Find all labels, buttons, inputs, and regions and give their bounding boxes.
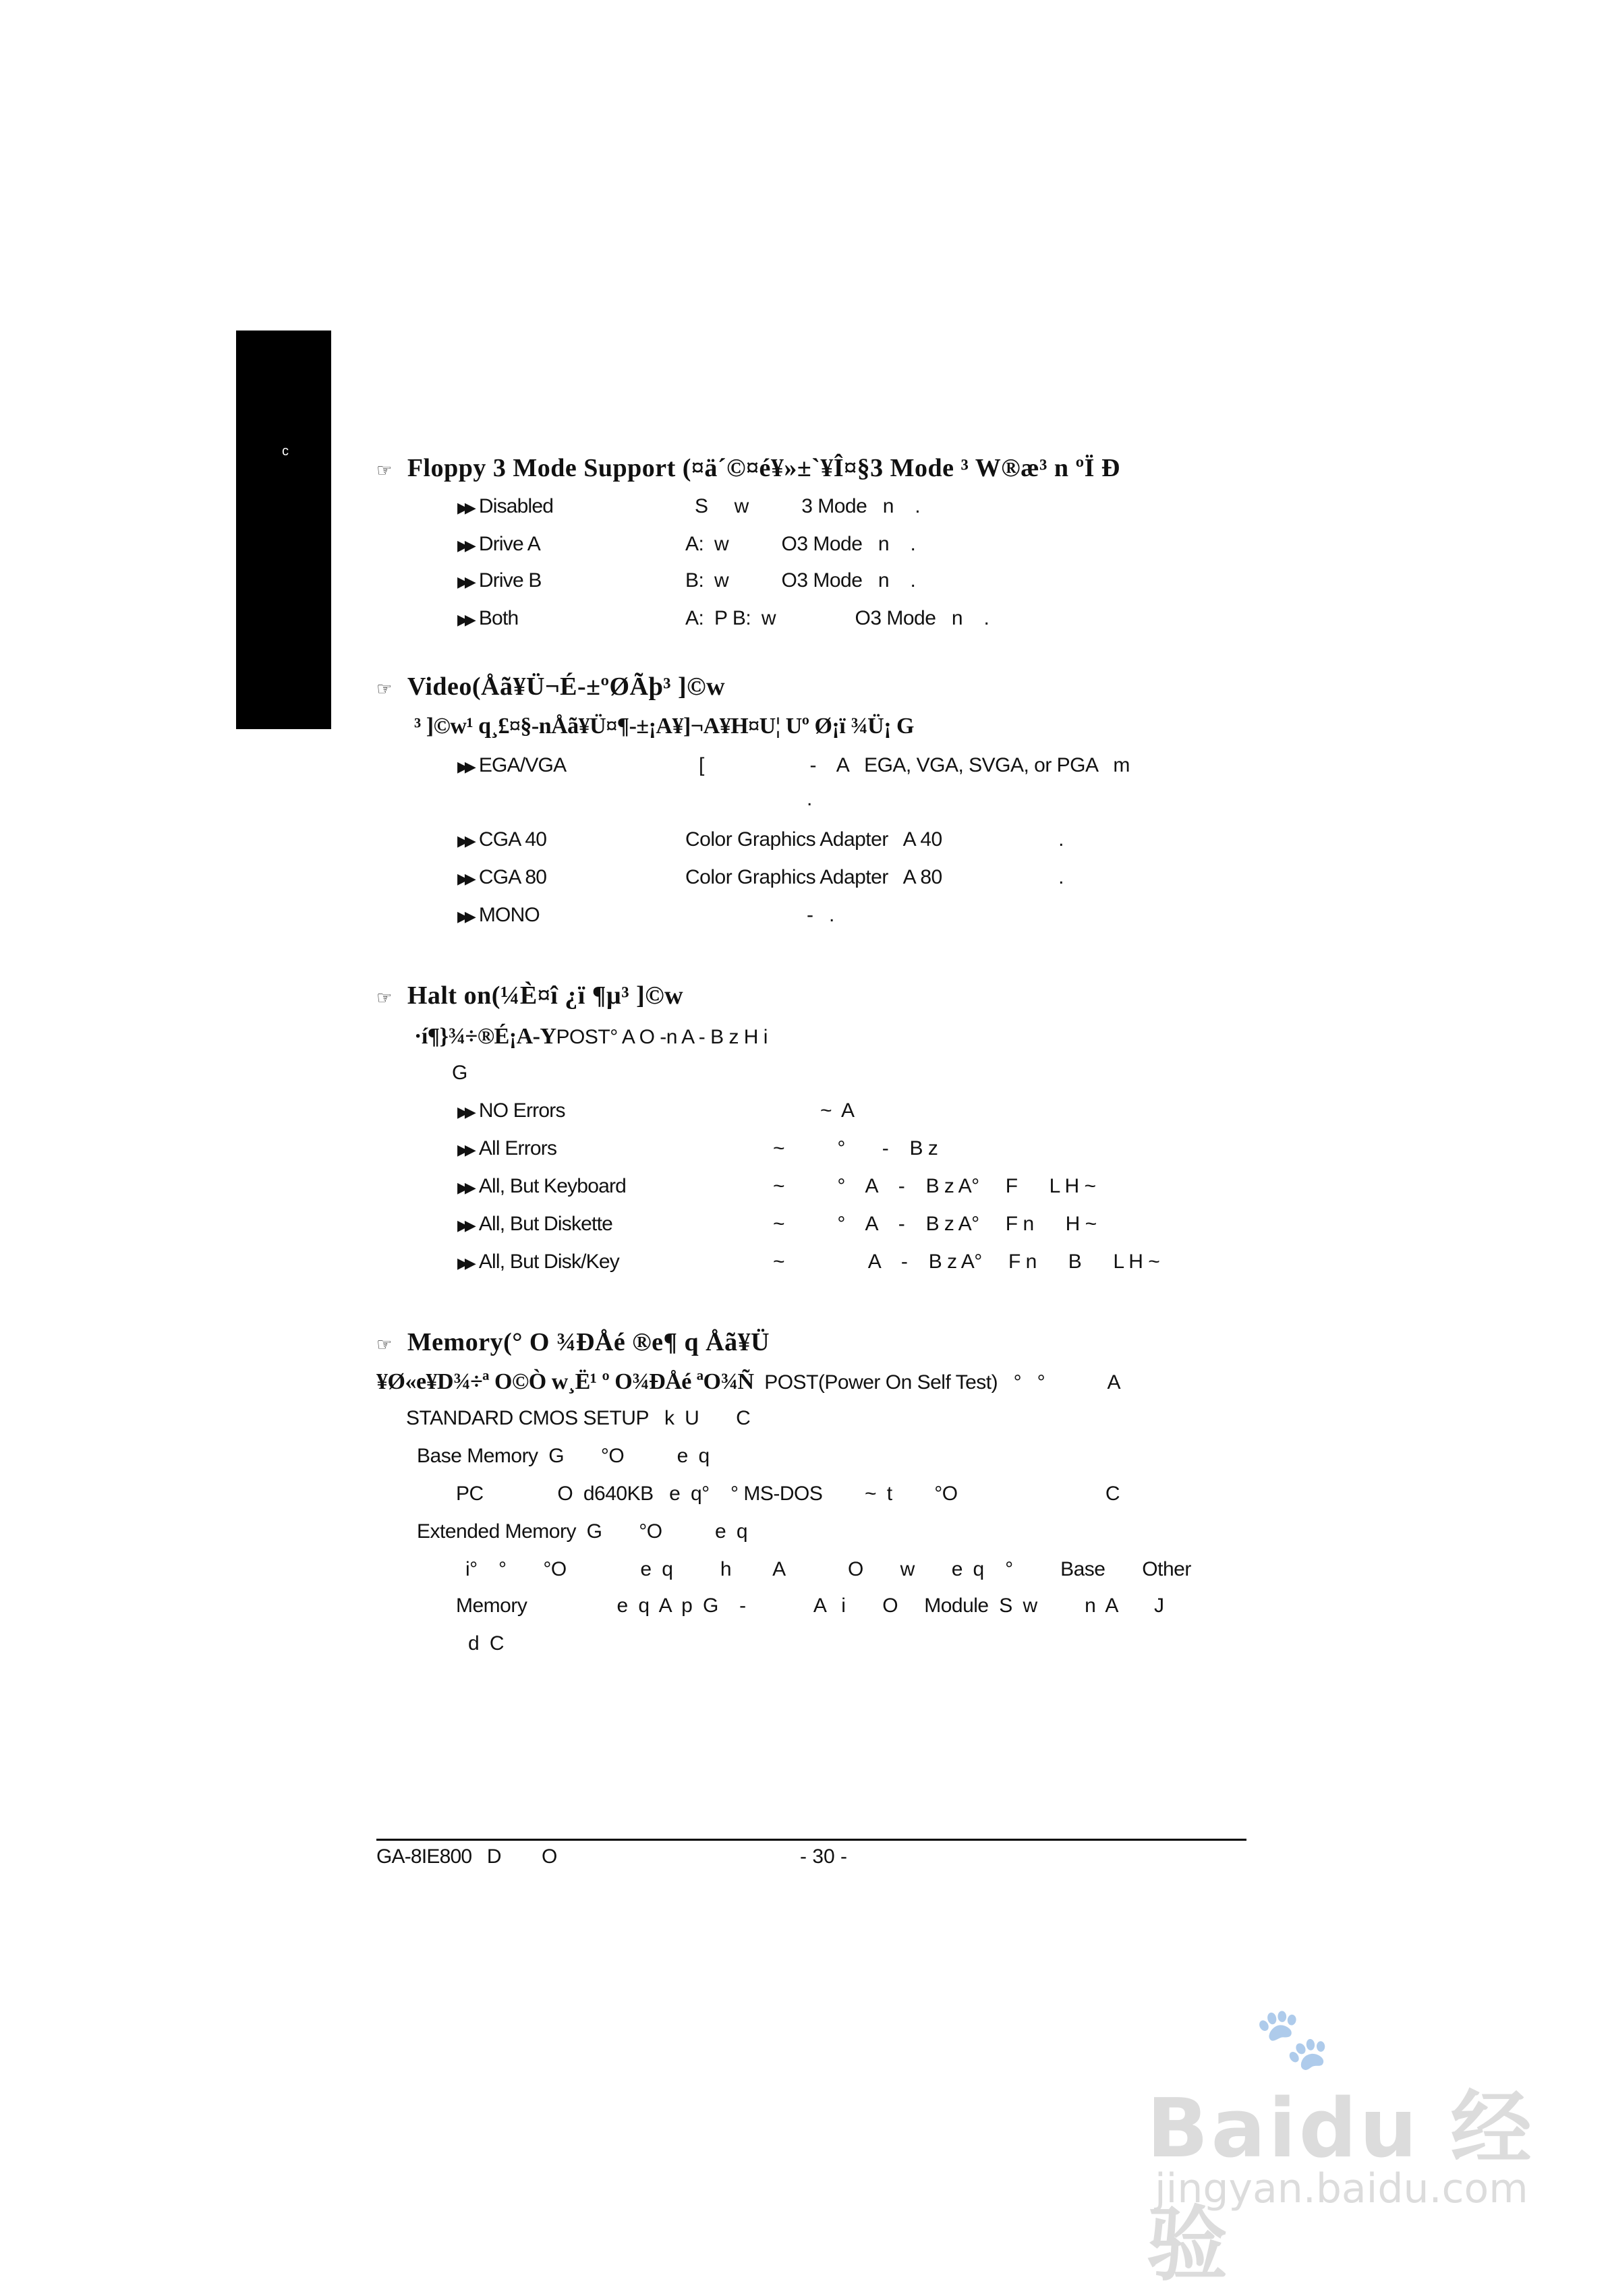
double-arrow-icon: ▶▶ bbox=[457, 1141, 472, 1158]
option-desc: ~ A bbox=[820, 1099, 855, 1122]
halt-intro-bold: ·í¶}¾÷®É¡A-Y bbox=[414, 1024, 556, 1049]
pointing-hand-icon: ☞ bbox=[376, 1335, 393, 1355]
halt-intro-line2: G bbox=[452, 1062, 467, 1084]
option-label: All, But Diskette bbox=[478, 1213, 612, 1235]
memory-intro-bold: ¥Ø«e¥D¾÷ª O©Ò w¸Ë¹ º O¾ÐÅé ªO¾Ñ bbox=[376, 1369, 754, 1394]
option-desc: ~ A - B z A° F n B L H ~ bbox=[773, 1251, 1160, 1273]
option-desc: B: w O3 Mode n . bbox=[685, 569, 916, 592]
option-item bbox=[457, 533, 540, 556]
pointing-hand-icon: ☞ bbox=[376, 461, 393, 481]
option-desc: S w 3 Mode n . bbox=[695, 495, 921, 517]
double-arrow-icon: ▶▶ bbox=[457, 1217, 472, 1234]
chapter-tab-label: c bbox=[282, 444, 289, 459]
option-label: NO Errors bbox=[478, 1099, 565, 1122]
double-arrow-icon: ▶▶ bbox=[457, 870, 472, 887]
double-arrow-icon: ▶▶ bbox=[457, 832, 472, 849]
halt-intro bbox=[414, 1024, 768, 1050]
watermark-logo: Baidu 经验 bbox=[1147, 2082, 1534, 2292]
double-arrow-icon: ▶▶ bbox=[457, 1103, 472, 1120]
option-label: Drive A bbox=[478, 533, 540, 555]
extended-memory-text: Memory e q A p G - A i O Module S w n A J bbox=[456, 1595, 1164, 1617]
baidu-watermark bbox=[1147, 2005, 1565, 2292]
option-label: CGA 40 bbox=[478, 828, 547, 851]
option-item bbox=[457, 569, 542, 592]
option-label: All, But Disk/Key bbox=[478, 1251, 619, 1273]
double-arrow-icon: ▶▶ bbox=[457, 1255, 472, 1271]
option-label: Both bbox=[478, 607, 519, 629]
extended-memory-text: d C bbox=[468, 1632, 505, 1655]
chapter-side-tab bbox=[236, 331, 331, 729]
video-title: Video(Åã¥Ü¬É-±ºØÃþ³ ]©w bbox=[407, 672, 726, 701]
video-heading bbox=[376, 672, 725, 701]
option-item bbox=[457, 1175, 626, 1198]
memory-intro bbox=[376, 1369, 1120, 1395]
option-desc: ~ ° A - B z A° F L H ~ bbox=[773, 1175, 1096, 1197]
double-arrow-icon: ▶▶ bbox=[457, 499, 472, 516]
double-arrow-icon: ▶▶ bbox=[457, 758, 472, 775]
option-desc: Color Graphics Adapter A 80 . bbox=[685, 866, 1064, 888]
option-item bbox=[457, 754, 566, 777]
page-number: - 30 - bbox=[800, 1845, 848, 1868]
double-arrow-icon: ▶▶ bbox=[457, 908, 472, 925]
pointing-hand-icon: ☞ bbox=[376, 988, 393, 1008]
option-item bbox=[457, 866, 546, 889]
double-arrow-icon: ▶▶ bbox=[457, 573, 472, 590]
option-item bbox=[457, 1099, 565, 1122]
memory-intro-text: POST(Power On Self Test) ° ° A bbox=[753, 1371, 1120, 1394]
floppy-title: Floppy 3 Mode Support (¤ä´©¤é¥»±`¥Î¤§3 Mode ³ W®æ³ n ºÏ Đ bbox=[407, 454, 1120, 482]
option-label: CGA 80 bbox=[478, 866, 547, 888]
halt-title: Halt on(¼È¤î ¿ï ¶µ³ ]©w bbox=[407, 981, 684, 1010]
option-item bbox=[457, 495, 553, 518]
base-memory-text: PC O d640KB e q° ° MS-DOS ~ t °O C bbox=[456, 1483, 1120, 1505]
option-desc: ~ ° A - B z A° F n H ~ bbox=[773, 1213, 1097, 1235]
option-label: All Errors bbox=[478, 1137, 557, 1159]
memory-intro-line2: STANDARD CMOS SETUP k U C bbox=[406, 1407, 751, 1429]
memory-title: Memory(° O ¾ÐÅé ®e¶ q Åã¥Ü bbox=[407, 1328, 770, 1356]
option-desc-cont: . bbox=[807, 788, 812, 810]
option-desc: ~ ° - B z bbox=[773, 1137, 938, 1159]
option-label: Disabled bbox=[478, 495, 554, 517]
halt-intro-text: POST° A O -n A - B z H i bbox=[556, 1026, 768, 1048]
option-label: All, But Keyboard bbox=[478, 1175, 627, 1197]
footer-divider bbox=[376, 1839, 1246, 1841]
option-label: Drive B bbox=[478, 569, 542, 592]
base-memory-heading: Base Memory G °O e q bbox=[417, 1445, 710, 1467]
option-item bbox=[457, 1137, 556, 1160]
option-desc: A: w O3 Mode n . bbox=[685, 533, 916, 555]
paw-icon: 🐾 bbox=[1255, 2005, 1331, 2073]
option-item bbox=[457, 1213, 612, 1236]
footer-model: GA-8IE800 D O bbox=[376, 1845, 557, 1868]
double-arrow-icon: ▶▶ bbox=[457, 537, 472, 554]
pointing-hand-icon: ☞ bbox=[376, 679, 393, 699]
floppy-heading bbox=[376, 453, 1120, 483]
option-item bbox=[457, 904, 540, 927]
option-desc: Color Graphics Adapter A 40 . bbox=[685, 828, 1064, 851]
extended-memory-text: i° ° °O e q h A O w e q ° Base Other bbox=[465, 1558, 1191, 1580]
double-arrow-icon: ▶▶ bbox=[457, 611, 472, 628]
video-subtitle: ³ ]©w¹ q¸£¤§-nÅã¥Ü¤¶-±¡A¥]¬A¥H¤U¦ Uº Ø¡ï ¾Ü¡ G bbox=[414, 714, 915, 739]
memory-heading bbox=[376, 1327, 770, 1357]
option-item bbox=[457, 1251, 619, 1273]
option-desc: A: P B: w O3 Mode n . bbox=[685, 607, 989, 629]
watermark-url: jingyan.baidu.com bbox=[1155, 2165, 1528, 2212]
option-label: EGA/VGA bbox=[478, 754, 567, 776]
option-desc: [ - A EGA, VGA, SVGA, or PGA m bbox=[699, 754, 1130, 776]
option-item bbox=[457, 607, 518, 630]
option-label: MONO bbox=[478, 904, 540, 926]
halt-heading bbox=[376, 981, 683, 1010]
extended-memory-heading: Extended Memory G °O e q bbox=[417, 1520, 748, 1543]
double-arrow-icon: ▶▶ bbox=[457, 1179, 472, 1196]
option-item bbox=[457, 828, 546, 851]
option-desc: - . bbox=[807, 904, 834, 926]
